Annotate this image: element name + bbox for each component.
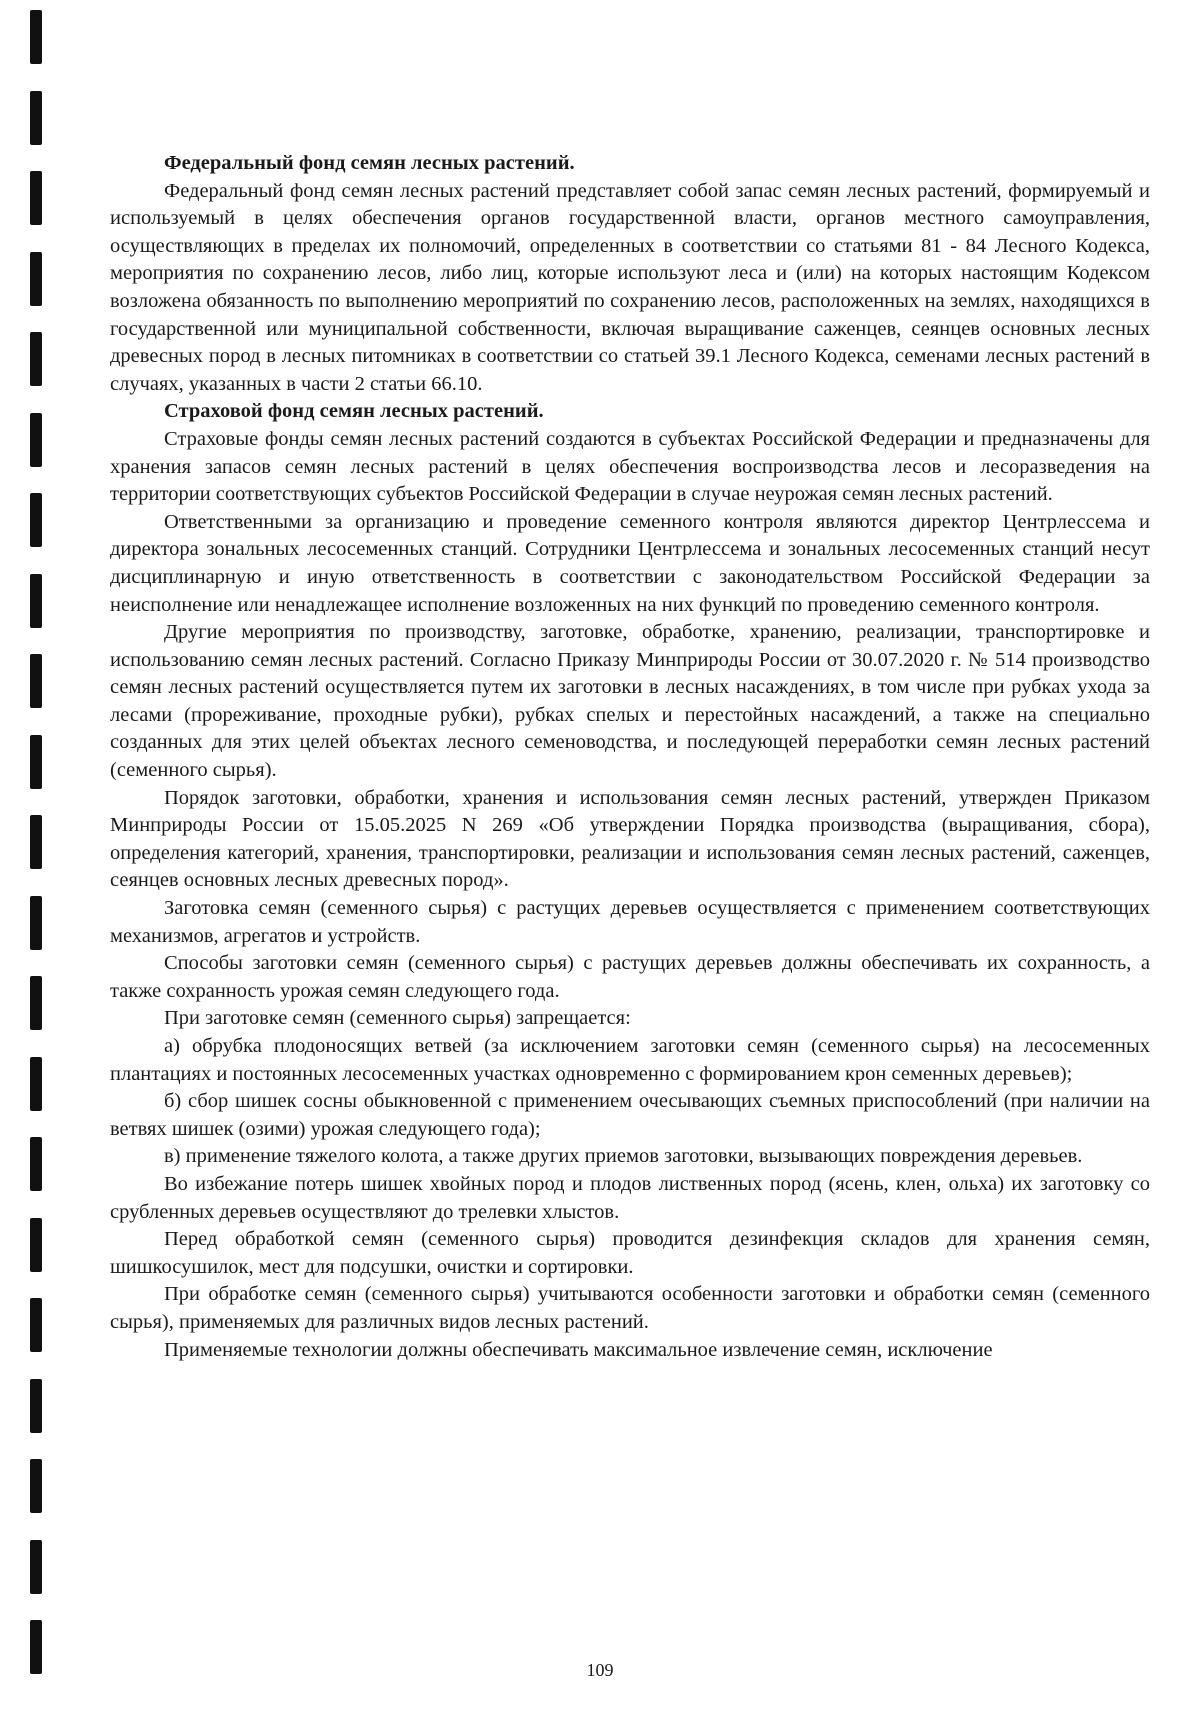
binding-hole — [30, 735, 42, 789]
binding-hole — [30, 1379, 42, 1433]
paragraph: При заготовке семян (семенного сырья) запрещается: — [164, 1007, 631, 1030]
binding-hole — [30, 91, 42, 145]
binding-hole — [30, 332, 42, 386]
paragraph: Во избежание потерь шишек хвойных пород и плодов лиственных пород (ясень, клен, ольха) их заготовку со срубленных деревьев осуществляют до трелевки хлыстов. — [110, 1172, 1150, 1223]
paragraph: Страховые фонды семян лесных растений создаются в субъектах Российской Федерации и предназначены для хранения запасов семян лесных растений в целях обеспечения воспроизводства лесов и лесоразведения на территории соответствующих субъектов Российской Федерации в случае неурожая семян лесных растений. — [110, 427, 1150, 506]
section-heading: Федеральный фонд семян лесных растений. — [164, 152, 575, 174]
binding-hole — [30, 171, 42, 225]
paragraph: При обработке семян (семенного сырья) учитываются особенности заготовки и обработки семян (семенного сырья), применяемых для различных видов лесных растений. — [110, 1283, 1150, 1333]
binding-hole — [30, 10, 42, 64]
section-heading: Страховой фонд семян лесных растений. — [164, 400, 544, 423]
paragraph: Федеральный фонд семян лесных растений представляет собой запас семян лесных растений, формируемый и используемый в целях обеспечения органов государственной власти, органов местного самоуправления, осуществляющих в пределах их полномочий, определенных в соответствии со статьями 81 - 84 Лесного Кодекса, мероприятия по сохранению лесов, либо лиц, которые используют леса и (или) на которых настоящим Кодексом возложена обязанность по выполнению мероприятий по сохранению лесов, расположенных на землях, находящихся в государственной или муниципальной собственности, включая выращивание саженцев, сеянцев основных лесных древесных пород в лесных питомниках в соответствии со статьей 39.1 Лесного Кодекса, семенами лесных растений в случаях, указанных в части 2 статьи 66.10. — [110, 179, 1150, 395]
binding-hole — [30, 1057, 42, 1111]
paragraph: Способы заготовки семян (семенного сырья) с растущих деревьев должны обеспечивать их сохранность, а также сохранность урожая семян следующего года. — [110, 952, 1150, 1002]
paragraph: Перед обработкой семян (семенного сырья) проводится дезинфекция складов для хранения семян, шишкосушилок, мест для подсушки, очистки и сортировки. — [110, 1228, 1150, 1278]
binding-hole — [30, 252, 42, 306]
binding-hole — [30, 1298, 42, 1352]
document-body — [110, 150, 1150, 1364]
binding-hole — [30, 413, 42, 467]
paragraph: Применяемые технологии должны обеспечивать максимальное извлечение семян, исключение — [164, 1338, 993, 1361]
binding-hole — [30, 896, 42, 950]
paragraph: Другие мероприятия по производству, заготовке, обработке, хранению, реализации, транспортировке и использованию семян лесных растений. Согласно Приказу Минприроды России от 30.07.2020 г. № 514 производство семян лесных растений осуществляется путем их заготовки в лесных насаждениях, в том числе при рубках ухода за лесами (прореживание, проходные рубки), рубках спелых и перестойных насаждений, а также на специально созданных для этих целей объектах лесного семеноводства, и последующей переработки семян лесных растений (семенного сырья). — [110, 621, 1150, 782]
binding-hole — [30, 1540, 42, 1594]
binding-hole — [30, 1218, 42, 1272]
paragraph: Порядок заготовки, обработки, хранения и использования семян лесных растений, утвержден Приказом Минприроды России от 15.05.2025 N 269 «Об утверждении Порядка производства (выращивания, сбора), определения категорий, хранения, транспортировки, реализации и использования семян лесных растений, саженцев, сеянцев основных лесных древесных пород». — [110, 786, 1150, 892]
binding-hole — [30, 815, 42, 869]
paragraph: Заготовка семян (семенного сырья) с растущих деревьев осуществляется с применением соответствующих механизмов, агрегатов и устройств. — [110, 897, 1150, 947]
binding-hole — [30, 493, 42, 547]
binding-hole — [30, 976, 42, 1030]
paragraph: б) сбор шишек сосны обыкновенной с применением очесывающих съемных приспособлений (при наличии на ветвях шишек (озими) урожая следующего года); — [110, 1090, 1150, 1140]
binding-holes — [30, 0, 46, 1713]
paragraph: в) применение тяжелого колота, а также других приемов заготовки, вызывающих повреждения деревьев. — [164, 1145, 1083, 1168]
paragraph: Ответственными за организацию и проведение семенного контроля являются директор Центрлессема и директора зональных лесосеменных станций. Сотрудники Центрлессема и зональных лесосеменных станций несут дисциплинарную и иную ответственность в соответствии с законодательством Российской Федерации за неисполнение или ненадлежащее исполнение возложенных на них функций по проведению семенного контроля. — [110, 510, 1150, 616]
binding-hole — [30, 1459, 42, 1513]
binding-hole — [30, 574, 42, 628]
binding-hole — [30, 1137, 42, 1191]
paragraph: а) обрубка плодоносящих ветвей (за исключением заготовки семян (семенного сырья) на лесосеменных плантациях и постоянных лесосеменных участках одновременно с формированием крон семенных деревьев); — [110, 1035, 1150, 1085]
binding-hole — [30, 654, 42, 708]
page-number: 109 — [586, 1660, 614, 1680]
